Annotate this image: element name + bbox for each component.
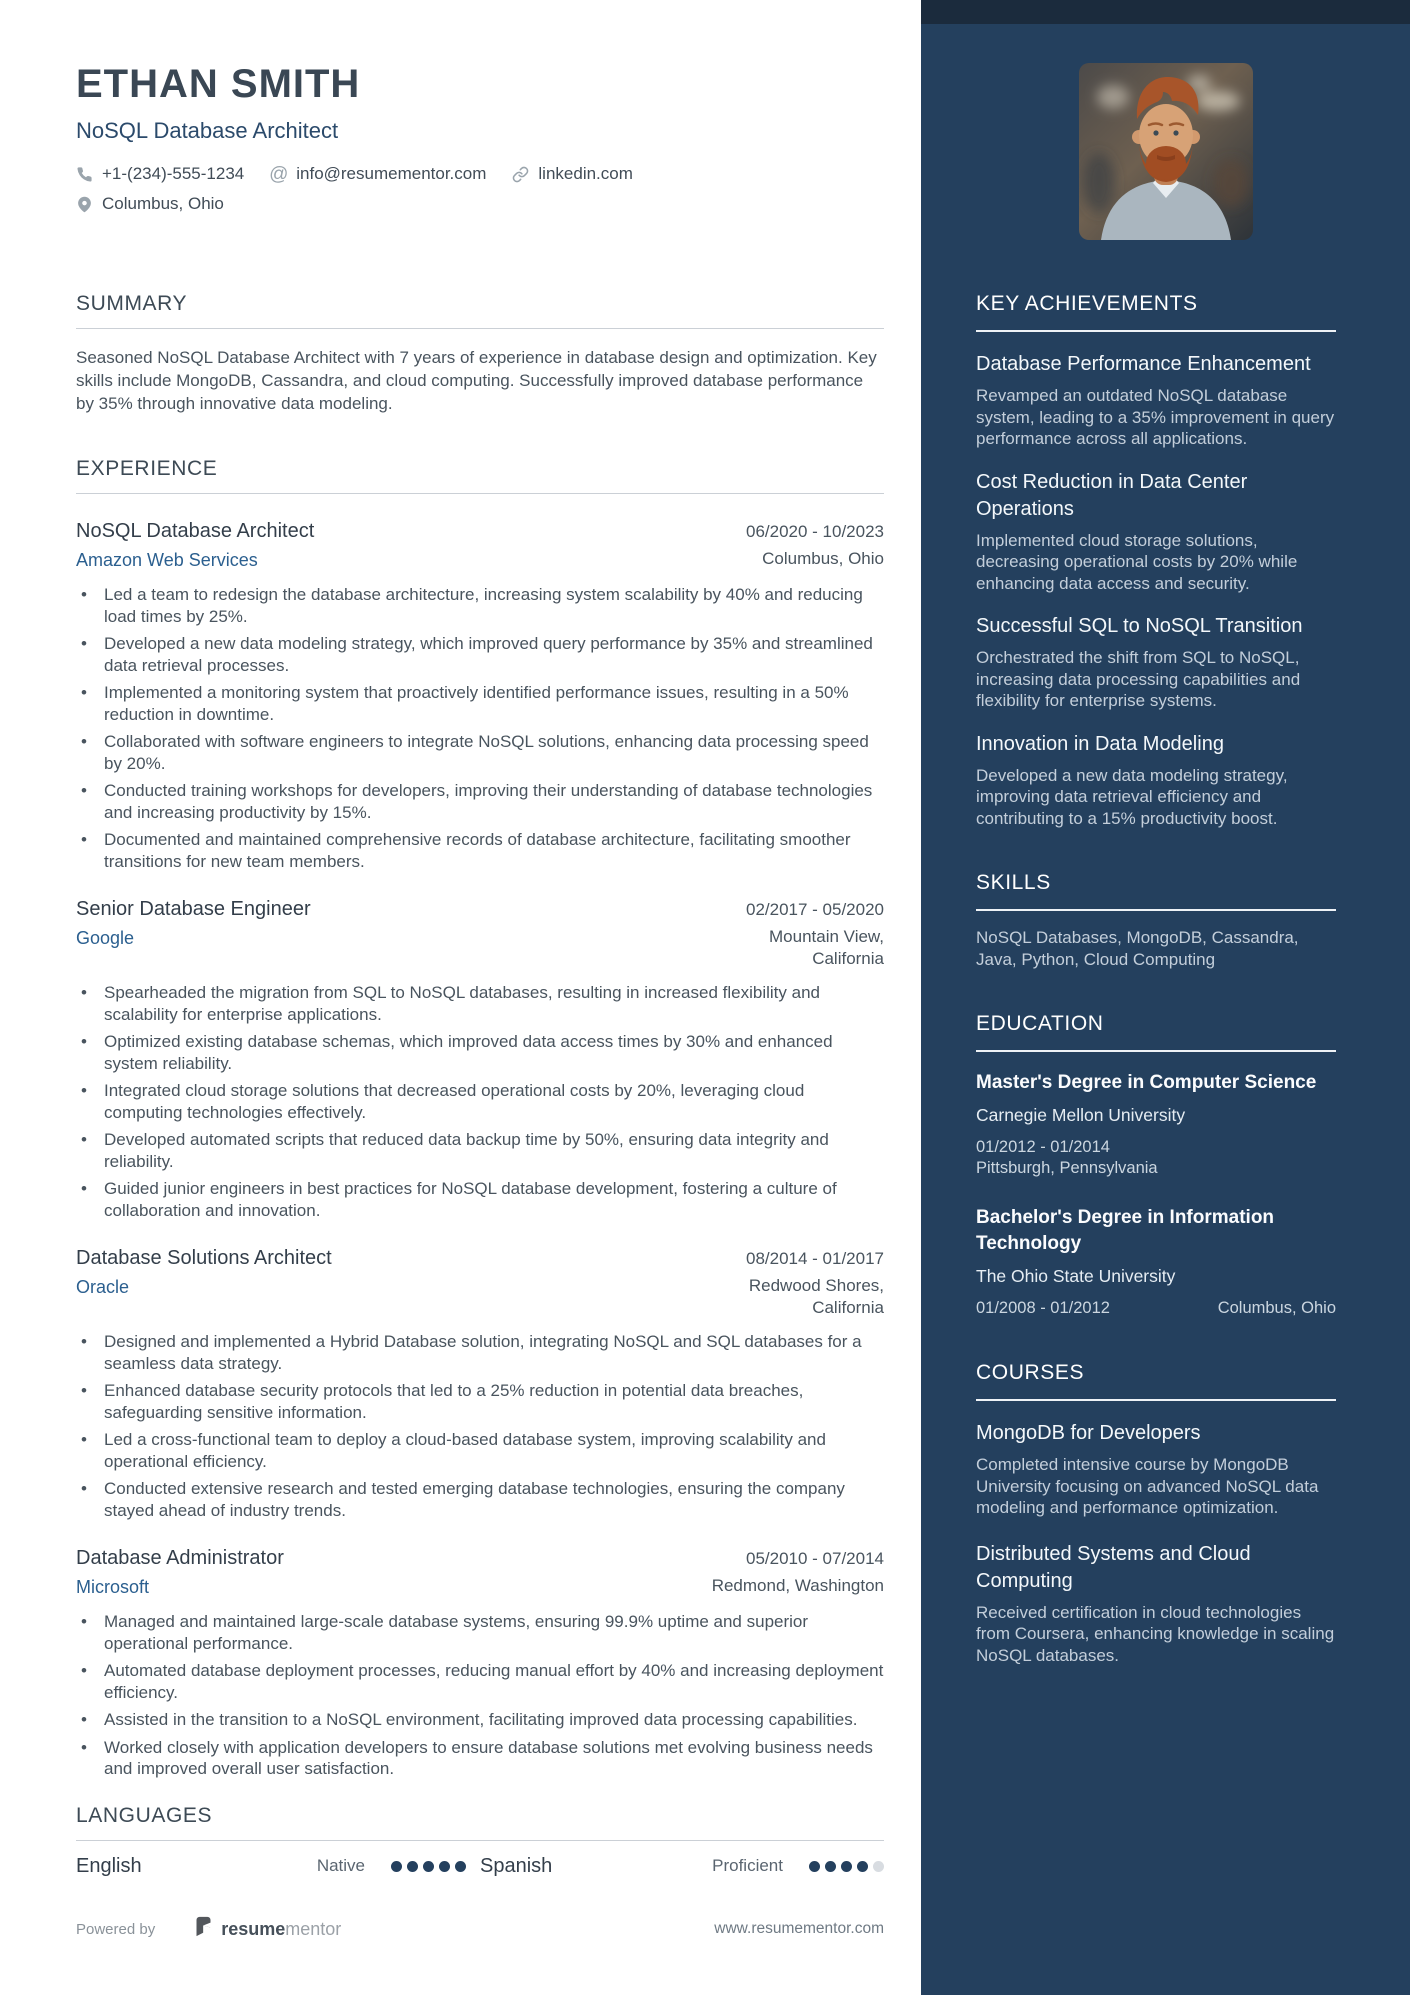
job-location: Mountain View, California — [769, 927, 884, 968]
education-degree: Bachelor's Degree in Information Technology — [976, 1207, 1275, 1254]
job-bullet: • Worked closely with application developers to ensure database solutions met evolving business needs and improved overall user satisfaction. — [76, 1737, 884, 1780]
education-heading: EDUCATION — [976, 1012, 1104, 1035]
achievement-item — [976, 351, 1336, 450]
job-bullet: • Optimized existing database schemas, which improved data access times by 30% and enhanced system reliability. — [76, 1031, 884, 1074]
language-level-dots — [391, 1861, 466, 1872]
profile-photo — [1079, 63, 1253, 240]
location-text: Columbus, Ohio — [102, 194, 224, 213]
job-bullet: • Assisted in the transition to a NoSQL environment, facilitating improved data processing capabilities. — [76, 1709, 884, 1731]
job-bullet: • Led a team to redesign the database architecture, increasing system scalability by 40% and reducing load times by 25%. — [76, 584, 884, 627]
job-title: Senior Database Engineer — [76, 898, 311, 920]
job-entry — [76, 518, 884, 872]
job-entry — [76, 1545, 884, 1780]
location-pin-icon — [76, 196, 93, 213]
course-text: Completed intensive course by MongoDB University focusing on advanced NoSQL data modeling and performance optimization. — [976, 1455, 1319, 1517]
language-item — [76, 1855, 480, 1878]
job-bullets — [76, 1611, 884, 1780]
link-icon — [512, 166, 529, 183]
courses-divider — [976, 1399, 1336, 1401]
education-school: The Ohio State University — [976, 1266, 1176, 1286]
education-section — [976, 1012, 1336, 1319]
achievement-text: Revamped an outdated NoSQL database system, leading to a 35% improvement in query performance across all applications. — [976, 386, 1335, 448]
achievement-text: Developed a new data modeling strategy, improving data retrieval efficiency and contributing to a 15% productivity boost. — [976, 765, 1288, 828]
job-bullet: • Conducted extensive research and tested emerging database technologies, ensuring the company stayed ahead of industry trends. — [76, 1478, 884, 1521]
language-level-dots — [809, 1861, 884, 1872]
contact-row-2 — [76, 192, 884, 216]
footer — [76, 1916, 884, 1942]
job-title: Database Solutions Architect — [76, 1247, 332, 1269]
course-item — [976, 1420, 1336, 1519]
achievement-title: Successful SQL to NoSQL Transition — [976, 615, 1303, 637]
resumementor-logo-text: resumementor — [221, 1918, 342, 1939]
education-item — [976, 1205, 1336, 1319]
phone-contact — [76, 164, 244, 184]
skills-text: NoSQL Databases, MongoDB, Cassandra, Java, Python, Cloud Computing — [976, 928, 1299, 969]
job-dates: 06/2020 - 10/2023 — [745, 522, 884, 541]
person-name: ETHAN SMITH — [76, 62, 361, 106]
education-location: Pittsburgh, Pennsylvania — [976, 1159, 1158, 1177]
contact-info — [76, 162, 884, 216]
job-entry — [76, 1245, 884, 1521]
education-dates: 01/2008 - 01/2012 — [976, 1299, 1110, 1317]
company-name[interactable]: Oracle — [76, 1277, 130, 1297]
course-item — [976, 1541, 1336, 1667]
education-school: Carnegie Mellon University — [976, 1105, 1186, 1125]
powered-by-label: Powered by — [76, 1920, 156, 1938]
resumementor-logo-icon — [193, 1916, 214, 1942]
course-title: MongoDB for Developers — [976, 1422, 1201, 1444]
at-icon: @ — [269, 163, 289, 185]
achievement-title: Innovation in Data Modeling — [976, 732, 1224, 755]
company-name[interactable]: Amazon Web Services — [76, 550, 258, 570]
key-achievements-heading: KEY ACHIEVEMENTS — [976, 292, 1198, 315]
job-bullet: • Documented and maintained comprehensive records of database architecture, facilitating smoother transitions for new team members. — [76, 829, 884, 872]
footer-url[interactable]: www.resumementor.com — [714, 1920, 884, 1937]
job-entry — [76, 896, 884, 1221]
email-address[interactable]: info@resumementor.com — [296, 164, 487, 183]
job-bullet: • Spearheaded the migration from SQL to NoSQL databases, resulting in increased flexibility and scalability for enterprise applications. — [76, 982, 884, 1025]
job-bullet: • Automated database deployment processes, reducing manual effort by 40% and increasing deployment efficiency. — [76, 1660, 884, 1703]
languages-section — [76, 1804, 884, 1878]
achievement-text: Implemented cloud storage solutions, decreasing operational costs by 20% while enhancing data access and security. — [976, 530, 1298, 593]
location-contact — [76, 194, 224, 214]
course-title: Distributed Systems and Cloud Computing — [976, 1542, 1251, 1592]
job-location: Redmond, Washington — [711, 1576, 884, 1595]
job-bullets — [76, 982, 884, 1221]
education-dates: 01/2012 - 01/2014 — [976, 1138, 1110, 1156]
language-level: Native — [316, 1856, 365, 1875]
job-location: Redwood Shores, California — [748, 1276, 884, 1317]
job-bullet: • Guided junior engineers in best practices for NoSQL database development, fostering a culture of collaboration and innovation. — [76, 1178, 884, 1221]
job-dates: 02/2017 - 05/2020 — [745, 900, 884, 919]
sidebar — [921, 0, 1410, 1995]
job-bullet: • Developed automated scripts that reduced data backup time by 50%, ensuring data integrity and reliability. — [76, 1129, 884, 1172]
skills-divider — [976, 909, 1336, 911]
resumementor-logo[interactable] — [193, 1916, 341, 1942]
job-dates: 08/2014 - 01/2017 — [745, 1249, 884, 1268]
job-bullet: • Managed and maintained large-scale database systems, ensuring 99.9% uptime and superior operational performance. — [76, 1611, 884, 1654]
achievement-text: Orchestrated the shift from SQL to NoSQL, increasing data processing capabilities and flexibility for enterprise systems. — [976, 648, 1301, 710]
language-name: English — [76, 1854, 142, 1877]
job-title: NoSQL Database Architect — [76, 520, 315, 542]
experience-divider — [76, 493, 884, 494]
job-bullet: • Developed a new data modeling strategy, which improved query performance by 35% and streamlined data retrieval processes. — [76, 633, 884, 676]
company-name[interactable]: Google — [76, 928, 135, 948]
skills-heading: SKILLS — [976, 871, 1051, 894]
education-divider — [976, 1050, 1336, 1052]
contact-row-1 — [76, 162, 884, 186]
achievement-item — [976, 469, 1336, 595]
experience-heading: EXPERIENCE — [76, 457, 218, 480]
achievement-item — [976, 731, 1336, 830]
language-name: Spanish — [480, 1854, 553, 1877]
language-item — [480, 1855, 884, 1878]
summary-text: Seasoned NoSQL Database Architect with 7 years of experience in database design and optimization. Key skills include MongoDB, Cassandra, and cloud computing. Successfully improved database performance by 35% through innovative data modeling. — [76, 348, 877, 413]
education-degree: Master's Degree in Computer Science — [976, 1072, 1317, 1093]
sidebar-top-strip — [921, 0, 1410, 24]
main-column — [76, 0, 884, 1878]
experience-section — [76, 457, 884, 1780]
achievement-title: Cost Reduction in Data Center Operations — [976, 470, 1248, 520]
language-level: Proficient — [712, 1856, 783, 1875]
job-bullet: • Collaborated with software engineers to integrate NoSQL solutions, enhancing data processing speed by 20%. — [76, 731, 884, 774]
person-job-title: NoSQL Database Architect — [76, 118, 339, 143]
key-achievements-section — [976, 292, 1336, 829]
job-bullet: • Implemented a monitoring system that proactively identified performance issues, resulting in a 50% reduction in downtime. — [76, 682, 884, 725]
achievement-title: Database Performance Enhancement — [976, 353, 1311, 375]
summary-divider — [76, 328, 884, 329]
job-bullets — [76, 1331, 884, 1521]
key-achievements-divider — [976, 330, 1336, 332]
phone-icon — [76, 166, 93, 183]
education-location: Columbus, Ohio — [1217, 1299, 1336, 1317]
job-bullet: • Integrated cloud storage solutions that decreased operational costs by 20%, leveraging cloud computing technologies effectively. — [76, 1080, 884, 1123]
education-item — [976, 1070, 1336, 1179]
company-name[interactable]: Microsoft — [76, 1577, 150, 1597]
languages-divider — [76, 1840, 884, 1841]
job-bullet: • Enhanced database security protocols that led to a 25% reduction in potential data breaches, safeguarding sensitive information. — [76, 1380, 884, 1423]
job-bullet: • Led a cross-functional team to deploy a cloud-based database system, improving scalability and operational efficiency. — [76, 1429, 884, 1472]
job-location: Columbus, Ohio — [762, 549, 884, 568]
languages-heading: LANGUAGES — [76, 1803, 213, 1827]
courses-heading: COURSES — [976, 1361, 1085, 1384]
courses-section — [976, 1361, 1336, 1666]
summary-section — [76, 292, 884, 415]
summary-heading: SUMMARY — [76, 292, 188, 315]
email-contact[interactable] — [270, 164, 486, 184]
linkedin-contact[interactable] — [512, 164, 633, 184]
job-dates: 05/2010 - 07/2014 — [745, 1549, 884, 1568]
skills-section — [976, 871, 1336, 970]
job-bullet: • Designed and implemented a Hybrid Database solution, integrating NoSQL and SQL databases for a seamless data strategy. — [76, 1331, 884, 1374]
job-bullets — [76, 584, 884, 872]
phone-number: +1-(234)-555-1234 — [102, 164, 245, 183]
achievement-item — [976, 613, 1336, 712]
course-text: Received certification in cloud technologies from Coursera, enhancing knowledge in scaling NoSQL databases. — [976, 1602, 1335, 1665]
job-bullet: • Conducted training workshops for developers, improving their understanding of database technologies and increasing productivity by 15%. — [76, 780, 884, 823]
job-title: Database Administrator — [76, 1547, 284, 1569]
linkedin-url[interactable]: linkedin.com — [538, 164, 633, 183]
